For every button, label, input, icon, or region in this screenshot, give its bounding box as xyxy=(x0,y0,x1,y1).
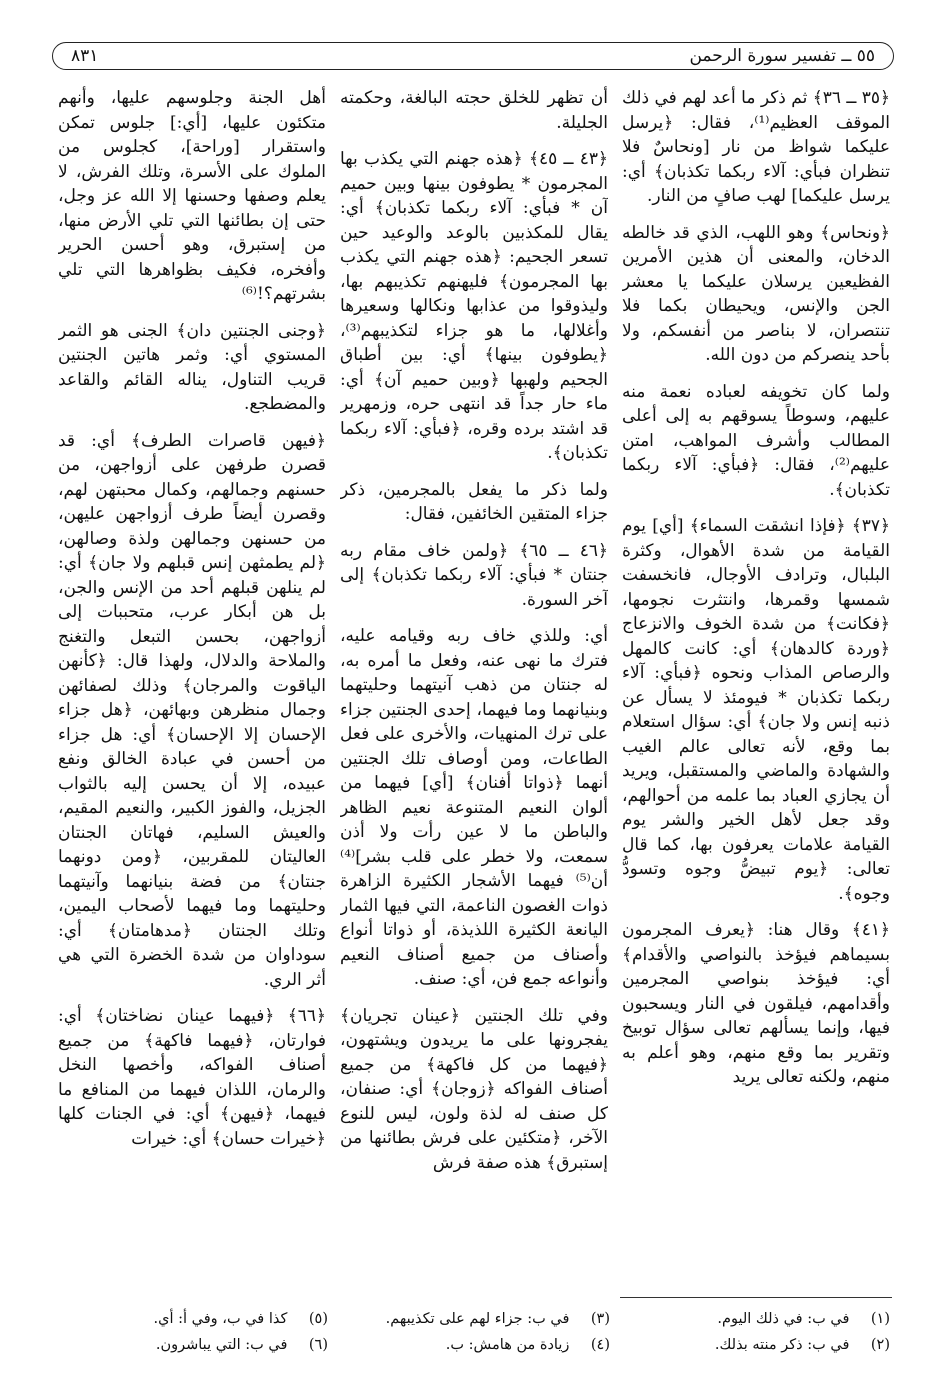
paragraph: ﴿٤١﴾ وقال هنا: ﴿يعرف المجرمون بسيماهم فيؤخذ بالنواصي والأقدام﴾ أي: فيؤخذ بنواصي المجرمين وأقدامهم، فيلقون في النار ويسحبون فيها، وإنما يسألهم تعالى سؤال توبيخ وتقرير بما وقع منهم، وهو أعلم به منهم، ولكنه تعالى يريد xyxy=(622,920,890,1087)
footnote-number: (٢) xyxy=(870,1337,890,1353)
paragraph: ولما كان تخويفه لعباده نعمة منه عليهم، وسوطاً يسوقهم به إلى أعلى المطالب وأشرف المواهب، امتن عليهم⁽²⁾، فقال: ﴿فبأي: آلاء ربكما تكذبان﴾. xyxy=(622,381,890,500)
paragraph: ﴿٣٥ ــ ٣٦﴾ ثم ذكر ما أعد لهم في ذلك الموقف العظيم⁽¹⁾، فقال: ﴿يرسل عليكما شواظ من نار [ونحاسٌ فلا تنظران فبأي: آلاء ربكما تكذبان﴾ أي: يرسل عليكما] لهب صافٍ من النار. xyxy=(622,88,890,206)
text-column-left xyxy=(58,86,326,1271)
footnote-text: كذا في ب، وفي أ: أي. xyxy=(153,1311,288,1327)
footnote-text: في ب: جزاء لهم على تكذيبهم. xyxy=(385,1311,570,1327)
text-column-middle xyxy=(340,86,608,1271)
paragraph: ولما ذكر ما يفعل بالمجرمين، ذكر جزاء المتقين الخائفين، فقال: xyxy=(340,479,608,524)
paragraph: أن تظهر للخلق حجته البالغة، وحكمته الجليلة. xyxy=(340,88,608,133)
footnote-number: (٣) xyxy=(590,1311,610,1327)
paragraph: أي: وللذي خاف ربه وقيامه عليه، فترك ما نهى عنه، وفعل ما أمره به، له جنتان من ذهب آنيتهما وحليتهما وبنيانهما وما فيهما، إحدى الجنتين جزاء على ترك المنهيات، والأخرى على فعل الطاعات، ومن أوصاف تلك الجنتين أنهما ﴿ذواتا أفنان﴾ [أي] فيهما من ألوان النعيم المتنوعة نعيم الظاهر والباطن ما لا عين رأت ولا أذن سمعت، ولا خطر على قلب بشر]⁽⁴⁾ أن⁽⁵⁾ فيهما الأشجار الكثيرة الزاهرة ذوات الغصون الناعمة، التي فيها الثمار اليانعة الكثيرة اللذيذة، أو ذواتا أنواع وأصناف من جميع أصناف النعيم وأنواعه جمع فن، أي: صنف. xyxy=(340,626,608,989)
footnote xyxy=(340,1306,610,1332)
paragraph: أهل الجنة وجلوسهم عليها، وأنهم متكئون عليها، [أي:] جلوس تمكن واستقرار [وراحة]، كجلوس من الملوك على الأسرة، وتلك الفرش، لا يعلم وصفها وحسنها إلا الله عز وجل، حتى إن بطائنها التي تلي الأرض منها، من إستبرق، وهو أحسن الحرير وأفخره، فكيف بظواهرها التي تلي بشرتهم؟!⁽⁶⁾ xyxy=(58,88,326,304)
footnote xyxy=(620,1332,890,1358)
page-number: ٨٣١ xyxy=(71,45,99,66)
text-column-right xyxy=(622,86,890,1271)
footnotes-right xyxy=(620,1306,890,1358)
footnote-number: (٥) xyxy=(308,1311,328,1327)
page-header xyxy=(52,42,894,70)
footnote-number: (١) xyxy=(870,1311,890,1327)
paragraph: ﴿٤٣ ــ ٤٥﴾ ﴿هذه جهنم التي يكذب بها المجرمون * يطوفون بينها وبين حميم آن * فبأي: آلاء ربكما تكذبان﴾ أي: يقال للمكذبين بالوعد والوعيد حين تسعر الجحيم: ﴿هذه جهنم التي يكذب بها المجرمون﴾ فليهنهم تكذيبهم بها، وليذوقوا من عذابها ونكالها وسعيرها وأغلالها، ما هو جزاء لتكذيبهم⁽³⁾، ﴿يطوفون بينها﴾ أي: بين أطباق الجحيم ولهبها ﴿وبين حميم آن﴾ أي: ماء حار جداً قد انتهى حره، وزمهرير قد اشتد برده وقره، ﴿فبأي: آلاء ربكما تكذبان﴾. xyxy=(340,149,608,463)
paragraph: وفي تلك الجنتين ﴿عينان تجريان﴾ يفجرونها على ما يريدون ويشتهون، ﴿فيهما من كل فاكهة﴾ من جميع أصناف الفواكه ﴿زوجان﴾ أي: صنفان، كل صنف له لذة ولون، ليس للنوع الآخر، ﴿متكئين على فرش بطائنها من إستبرق﴾ هذه صفة فرش xyxy=(340,1005,608,1173)
footnote xyxy=(58,1332,328,1358)
footnote-divider xyxy=(620,1297,892,1298)
paragraph: ﴿٣٧﴾ ﴿فإذا انشقت السماء﴾ [أي] يوم القيامة من شدة الأهوال، وكثرة البلبال، وترادف الأوجال، فانخسفت شمسها وقمرها، وانتثرت نجومها، ﴿فكانت﴾ من شدة الخوف والانزعاج ﴿وردة كالدهان﴾ أي: كانت كالمهل والرصاص المذاب ونحوه ﴿فبأي: آلاء ربكما تكذبان * فيومئذ لا يسأل عن ذنبه إنس ولا جان﴾ أي: سؤال استعلام بما وقع، لأنه تعالى عالم الغيب والشهادة والماضي والمستقبل، ويريد أن يجازي العباد بما علمه من أحوالهم، وقد جعل لأهل الخير والشر يوم القيامة علامات يعرفون بها، كما قال تعالى: ﴿يوم تبيضُّ وجوه وتسودُّ وجوه﴾. xyxy=(622,516,890,904)
paragraph: ﴿فيهن قاصرات الطرف﴾ أي: قد قصرن طرفهن على أزواجهن، من حسنهم وجمالهم، وكمال محبتهن لهم، وقصرن أيضاً طرف أزواجهن عليهن، من حسنهن وجمالهن ولذة وصالهن، ﴿لم يطمثهن إنس قبلهم ولا جان﴾ أي: لم ينلهن قبلهم أحد من الإنس والجن، بل هن أبكار عرب، متحببات إلى أزواجهن، بحسن التبعل والتغنج والملاحة والدلال، ولهذا قال: ﴿كأنهن الياقوت والمرجان﴾ وذلك لصفائهن وجمال منظرهن وبهائهن، ﴿هل جزاء الإحسان إلا الإحسان﴾ أي: هل جزاء من أحسن في عبادة الخالق ونفع عبيده، إلا أن يحسن إليه بالثواب الجزيل، والفوز الكبير، والنعيم المقيم، والعيش السليم، فهاتان الجنتان العاليتان للمقربين، ﴿ومن دونهما جنتان﴾ من فضة بنيانهما وآنيتهما وحليتهما وما فيهما لأصحاب اليمين، وتلك الجنتان ﴿مدهامتان﴾ أي: سوداوان من شدة الخضرة التي هي أثر الري. xyxy=(58,430,326,990)
paragraph: ﴿٤٦ ــ ٦٥﴾ ﴿ولمن خاف مقام ربه جنتان * فبأي: آلاء ربكما تكذبان﴾ إلى آخر السورة. xyxy=(340,540,608,610)
footnote-number: (٦) xyxy=(308,1337,328,1353)
footnote-text: في ب: التي يباشرون. xyxy=(155,1337,288,1353)
footnote xyxy=(620,1306,890,1332)
footnotes-middle xyxy=(340,1306,610,1358)
paragraph: ﴿ونحاس﴾ وهو اللهب، الذي قد خالطه الدخان، والمعنى أن هذين الأمرين الفظيعين يرسلان عليكما يا معشر الجن والإنس، ويحيطان بكما فلا تنتصران، لا بناصر من أنفسكم، ولا بأحد ينصركم من دون الله. xyxy=(622,222,890,365)
paragraph: ﴿وجنى الجنتين دان﴾ الجنى هو الثمر المستوي أي: وثمر هاتين الجنتين قريب التناول، يناله القائم والقاعد والمضطجع. xyxy=(58,320,326,414)
footnote-text: في ب: في ذلك اليوم. xyxy=(717,1311,850,1327)
footnotes-left xyxy=(58,1306,328,1358)
footnote xyxy=(340,1332,610,1358)
running-title: ٥٥ ــ تفسير سورة الرحمن xyxy=(689,45,875,66)
footnote-text: زيادة من هامش: ب. xyxy=(445,1337,570,1353)
footnote-number: (٤) xyxy=(590,1337,610,1353)
paragraph: ﴿٦٦﴾ ﴿فيهما عينان نضاختان﴾ أي: فوارتان، ﴿فيهما فاكهة﴾ من جميع أصناف الفواكه، وأخصها النخل والرمان، اللذان فيهما من المنافع ما فيهما، ﴿فيهن﴾ أي: في الجنات كلها ﴿خيرات حسان﴾ أي: خيرات xyxy=(58,1006,326,1149)
footnote-text: في ب: ذكر منته بذلك. xyxy=(714,1337,850,1353)
footnote xyxy=(58,1306,328,1332)
